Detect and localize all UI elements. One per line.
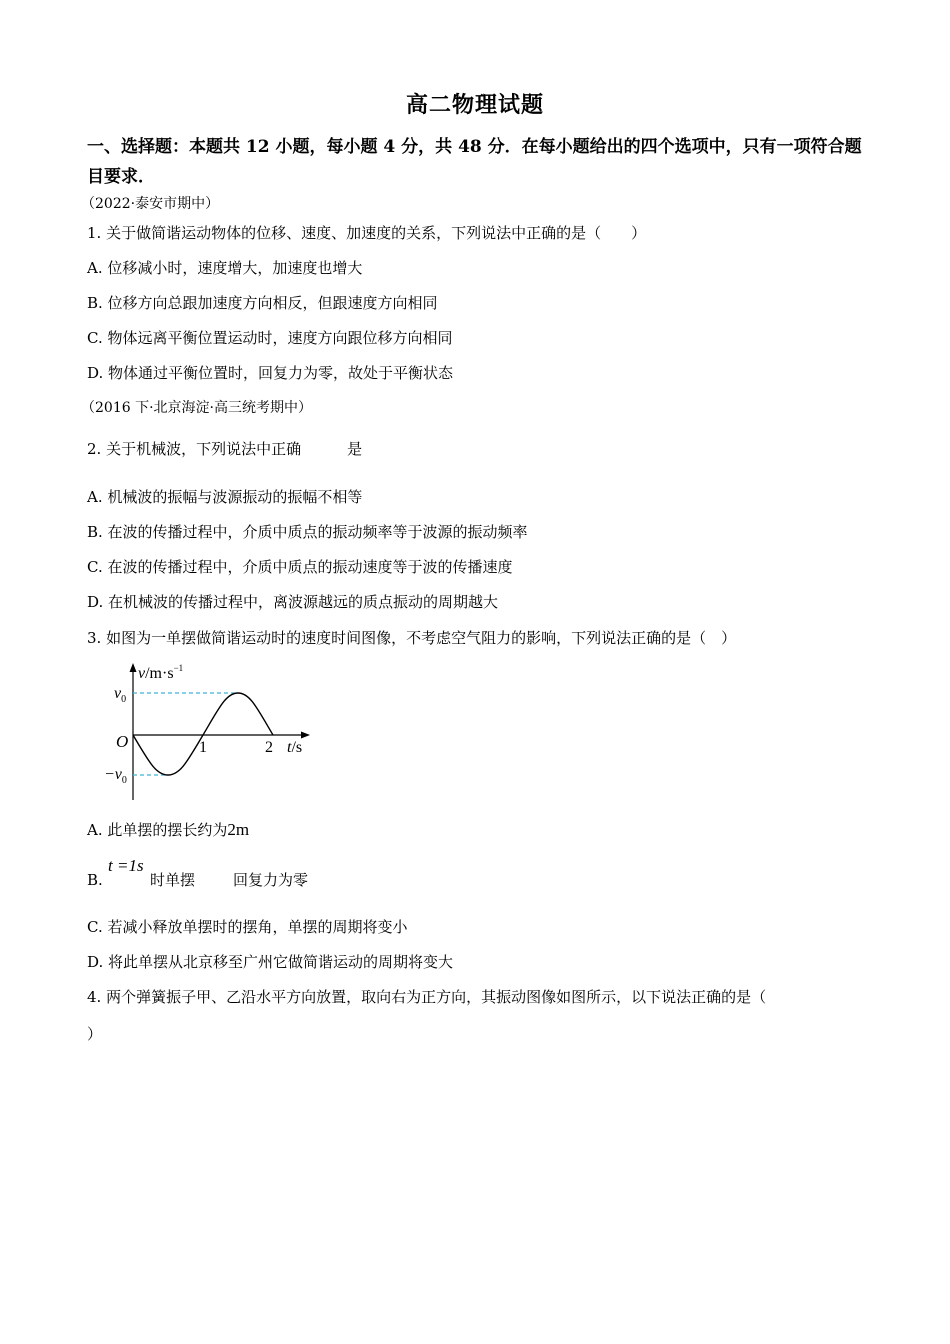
q3-option-a bbox=[87, 820, 249, 840]
q1-stem: 1. 关于做简谐运动物体的位移、速度、加速度的关系，下列说法中正确的是（ ） bbox=[87, 224, 647, 242]
origin-label: O bbox=[116, 732, 129, 751]
q3-stem: 3. 如图为一单摆做简谐运动时的速度时间图像，不考虑空气阻力的影响，下列说法正确的是（ ） bbox=[87, 629, 737, 647]
q1-option-d: D. 物体通过平衡位置时，回复力为零，故处于平衡状态 bbox=[87, 364, 454, 382]
neg-v0-label-var: −v bbox=[104, 766, 122, 783]
q2-stem bbox=[87, 439, 362, 459]
y-axis-arrow-icon bbox=[130, 663, 137, 672]
q3-option-d: D. 将此单摆从北京移至广州它做简谐运动的周期将变大 bbox=[87, 953, 454, 971]
v0-label-sub: 0 bbox=[121, 694, 127, 705]
neg-v0-label bbox=[104, 766, 127, 786]
q4-stem: 4. 两个弹簧振子甲、乙沿水平方向放置，取向右为正方向，其振动图像如图所示，以下说法正确的是（ bbox=[87, 988, 767, 1006]
q3-option-b-prefix: B. bbox=[87, 871, 103, 889]
q1-option-c: C. 物体远离平衡位置运动时，速度方向跟位移方向相同 bbox=[87, 329, 453, 347]
y-axis-label-unit: /m·s bbox=[145, 665, 174, 682]
section-heading: 一、选择题：本题共 12 小题，每小题 4 分，共 48 分．在每小题给出的四个选项中，只有一项符合题目要求． bbox=[87, 137, 862, 187]
q1-option-a: A. 位移减小时，速度增大，加速度也增大 bbox=[87, 259, 363, 277]
q3-option-b-formula: t =1s bbox=[108, 856, 144, 875]
x-axis-label bbox=[287, 739, 302, 756]
q3-option-a-text: A. 此单摆的摆长约为 bbox=[87, 821, 228, 839]
q1-option-b: B. 位移方向总跟加速度方向相反，但跟速度方向相同 bbox=[87, 294, 438, 312]
y-axis-label-var: v bbox=[138, 665, 146, 682]
q2-stem-part-b: 是 bbox=[347, 440, 363, 458]
q3-option-c: C. 若减小释放单摆时的摆角，单摆的周期将变小 bbox=[87, 918, 408, 936]
x-tick-2: 2 bbox=[265, 739, 273, 756]
y-axis-label bbox=[138, 663, 183, 682]
velocity-time-graph bbox=[100, 658, 320, 803]
v0-label bbox=[114, 685, 126, 705]
q3-option-b-text-1: 时单摆 bbox=[150, 871, 196, 889]
velocity-curve bbox=[133, 693, 273, 775]
x-axis-label-unit: /s bbox=[291, 739, 303, 756]
q2-stem-part-a: 2. 关于机械波，下列说法中正确 bbox=[87, 440, 302, 458]
q2-source: （2016 下·北京海淀·高三统考期中） bbox=[81, 400, 312, 416]
x-axis-label-var: t bbox=[287, 739, 292, 756]
q2-option-c: C. 在波的传播过程中，介质中质点的振动速度等于波的传播速度 bbox=[87, 558, 513, 576]
q2-option-d: D. 在机械波的传播过程中，离波源越远的质点振动的周期越大 bbox=[87, 593, 499, 611]
q3-option-b-text-2: 回复力为零 bbox=[233, 871, 309, 889]
x-axis-arrow-icon bbox=[301, 732, 310, 739]
q2-option-b: B. 在波的传播过程中，介质中质点的振动频率等于波源的振动频率 bbox=[87, 523, 528, 541]
q3-option-a-value: 2m bbox=[227, 820, 250, 839]
page-title: 高二物理试题 bbox=[405, 92, 544, 118]
x-tick-1: 1 bbox=[199, 739, 207, 756]
y-axis-label-exponent: −1 bbox=[173, 663, 184, 673]
neg-v0-label-sub: 0 bbox=[121, 775, 127, 786]
v0-label-var: v bbox=[114, 685, 122, 702]
q3-option-b-text bbox=[150, 870, 308, 890]
q1-source: （2022·泰安市期中） bbox=[81, 196, 220, 212]
q2-option-a: A. 机械波的振幅与波源振动的振幅不相等 bbox=[87, 488, 363, 506]
q4-stem-end: ） bbox=[87, 1025, 103, 1043]
